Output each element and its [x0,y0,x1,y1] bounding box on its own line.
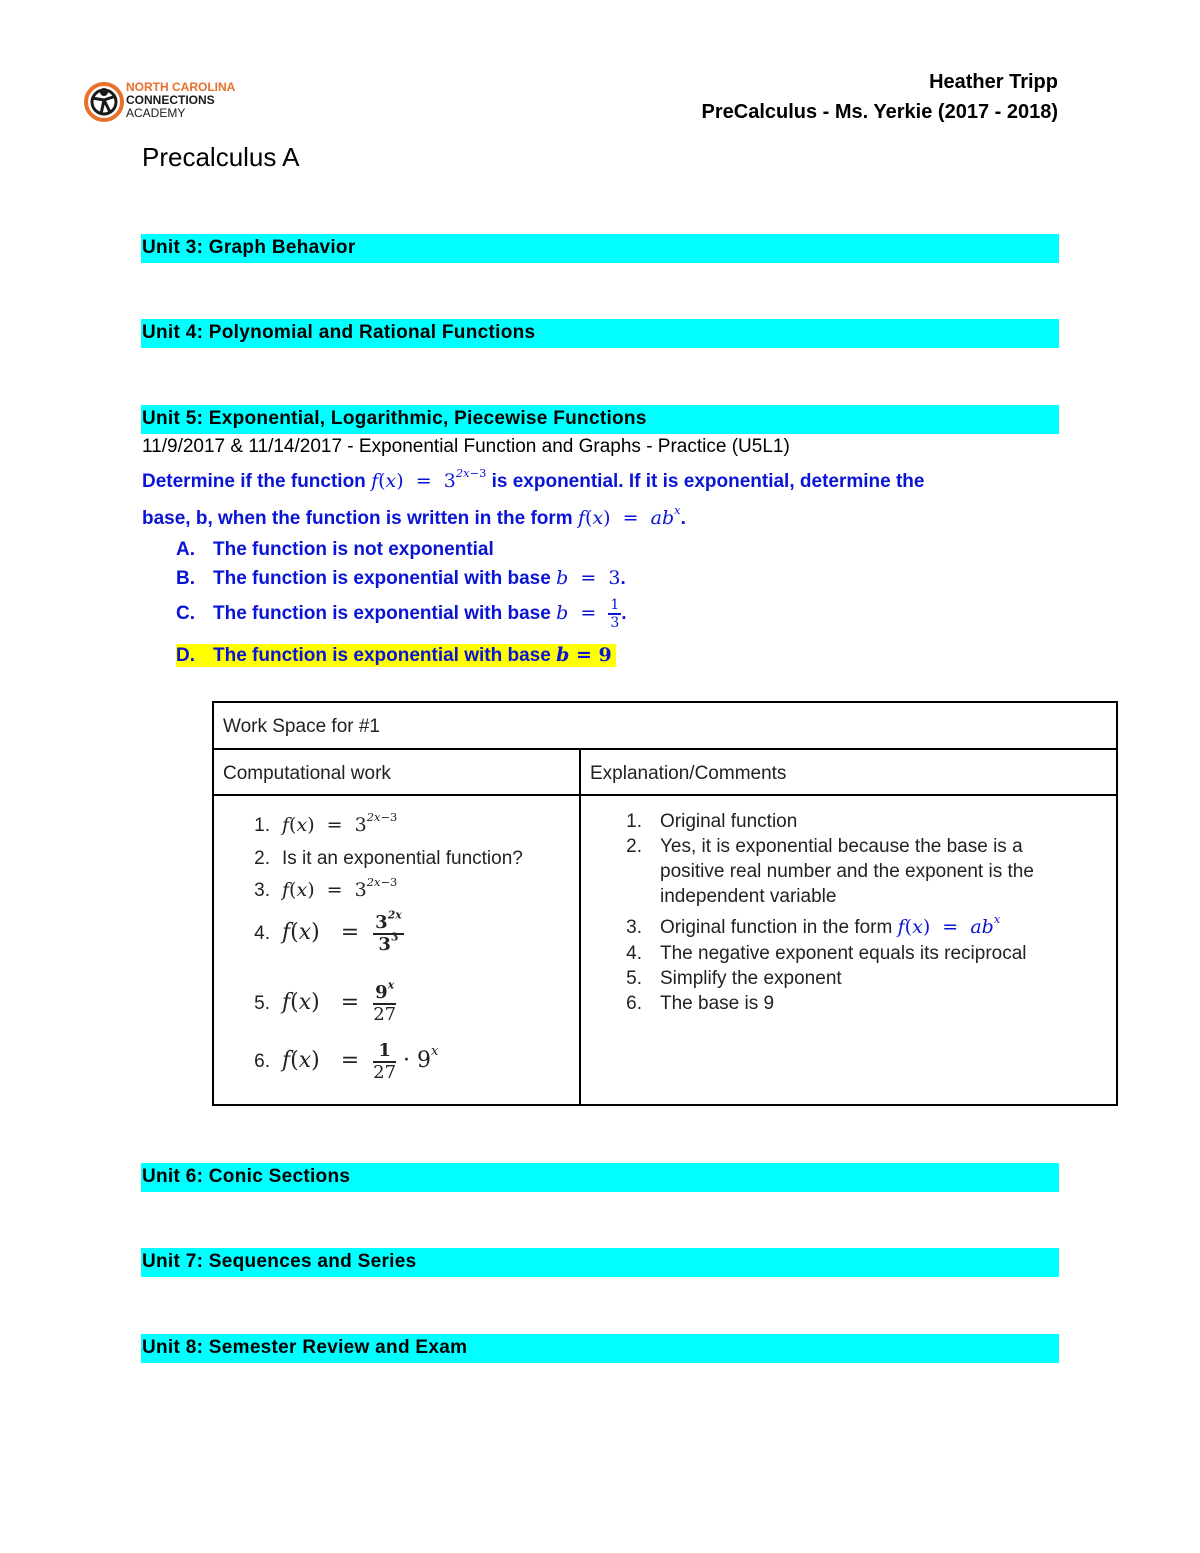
unit-4-heading: Unit 4: Polynomial and Rational Functions [141,319,1059,348]
explanation-6: 6. The base is 9 [626,993,775,1014]
work-step-4: 4. f(x) = $\frac{3^{2x}}{3^3}$ [254,908,402,955]
explanation-5: 5. Simplify the exponent [626,968,842,989]
work-step-3: 3. $f(x) = 3^{2x-3}$ [254,874,398,901]
table-title: Work Space for #1 [223,716,381,737]
col-header-work: Computational work [223,763,391,784]
unit-8-heading: Unit 8: Semester Review and Exam [141,1334,1059,1363]
work-step-5: 5. f(x) = $\frac{9^x}{27}$ [254,978,397,1025]
lesson-line: 11/9/2017 & 11/14/2017 - Exponential Function and Graphs - Practice (U5L1) [142,436,790,457]
logo-text: NORTH CAROLINA CONNECTIONS ACADEMY [126,80,236,120]
unit-7-heading: Unit 7: Sequences and Series [141,1248,1059,1277]
explanation-1: 1. Original function [626,811,798,832]
question-line-2: base, b, when the function is written in the form $f(x) = ab^x$. [142,502,686,529]
course-name: PreCalculus - Ms. Yerkie (2017 - 2018) [701,101,1058,123]
work-step-1: 1. $f(x) = 3^{2x-3}$ [254,809,398,836]
explanation-2: 2. Yes, it is exponential because the base is a positive real number and the exponent is the independent variable [626,836,1034,907]
page-title: Precalculus A [142,142,300,172]
choice-b: B. The function is exponential with base b = 3. [176,567,626,589]
unit-3-heading: Unit 3: Graph Behavior [141,234,1059,263]
question-line-1: Determine if the function $f(x) = 3^{2x-3}$ is exponential. If it is exponential, determine the [142,465,925,492]
unit-5-heading: Unit 5: Exponential, Logarithmic, Piecewise Functions [141,405,1059,434]
choice-a: A. The function is not exponential [176,539,494,560]
explanation-4: 4. The negative exponent equals its reciprocal [626,943,1027,964]
student-name: Heather Tripp [929,71,1058,93]
unit-6-heading: Unit 6: Conic Sections [141,1163,1059,1192]
explanation-3: 3. Original function in the form $f(x) = ab^x$ [626,911,1001,938]
work-step-6: 6. f(x) = $\frac{1}{27}$ · $9^x$ [254,1040,439,1083]
work-step-2: 2. Is it an exponential function? [254,848,523,869]
choice-c: C. The function is exponential with base b = $\frac{1}{3}$ . [176,597,627,631]
choice-d-correct: D. The function is exponential with base b = 9 [176,644,616,667]
col-header-explanation: Explanation/Comments [590,763,787,784]
